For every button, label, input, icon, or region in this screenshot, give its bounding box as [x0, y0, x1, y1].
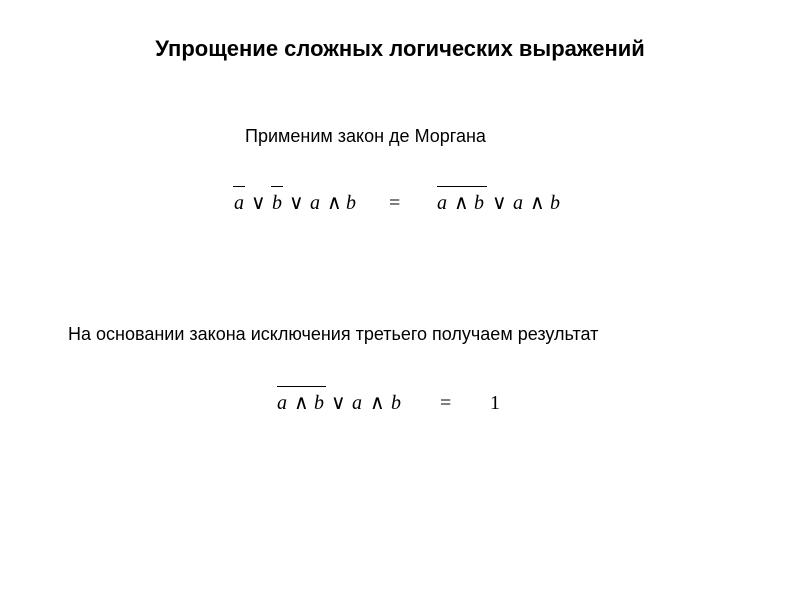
result-formula [0, 391, 800, 417]
overline-b [271, 186, 283, 187]
var-b: b [550, 192, 560, 214]
var-a: a [513, 192, 523, 214]
var-a: a [277, 392, 287, 414]
op-or: ∨ [492, 192, 507, 214]
de-morgan-formula [0, 191, 800, 217]
var-a-negated: a [234, 192, 244, 214]
overline-a [233, 186, 245, 187]
var-b: b [391, 392, 401, 414]
var-b: b [474, 192, 484, 214]
result-value: 1 [490, 392, 500, 414]
equals-sign: = [440, 392, 452, 414]
op-and: ∧ [294, 392, 309, 414]
op-and: ∧ [530, 192, 545, 214]
op-and: ∧ [370, 392, 385, 414]
var-b: b [346, 192, 356, 214]
op-or: ∨ [331, 392, 346, 414]
op-or: ∨ [251, 192, 266, 214]
var-a: a [437, 192, 447, 214]
slide-title: Упрощение сложных логических выражений [155, 36, 645, 61]
op-and: ∧ [454, 192, 469, 214]
overline-a-and-b [437, 186, 487, 187]
op-and: ∧ [327, 192, 342, 214]
var-b: b [314, 392, 324, 414]
de-morgan-caption: Применим закон де Моргана [245, 126, 486, 146]
equals-sign: = [389, 192, 401, 214]
op-or: ∨ [289, 192, 304, 214]
var-a: a [310, 192, 320, 214]
excluded-middle-caption: На основании закона исключения третьего получаем результат [68, 324, 599, 344]
var-a: a [352, 392, 362, 414]
overline-a-and-b [277, 386, 326, 387]
var-b-negated: b [272, 192, 282, 214]
